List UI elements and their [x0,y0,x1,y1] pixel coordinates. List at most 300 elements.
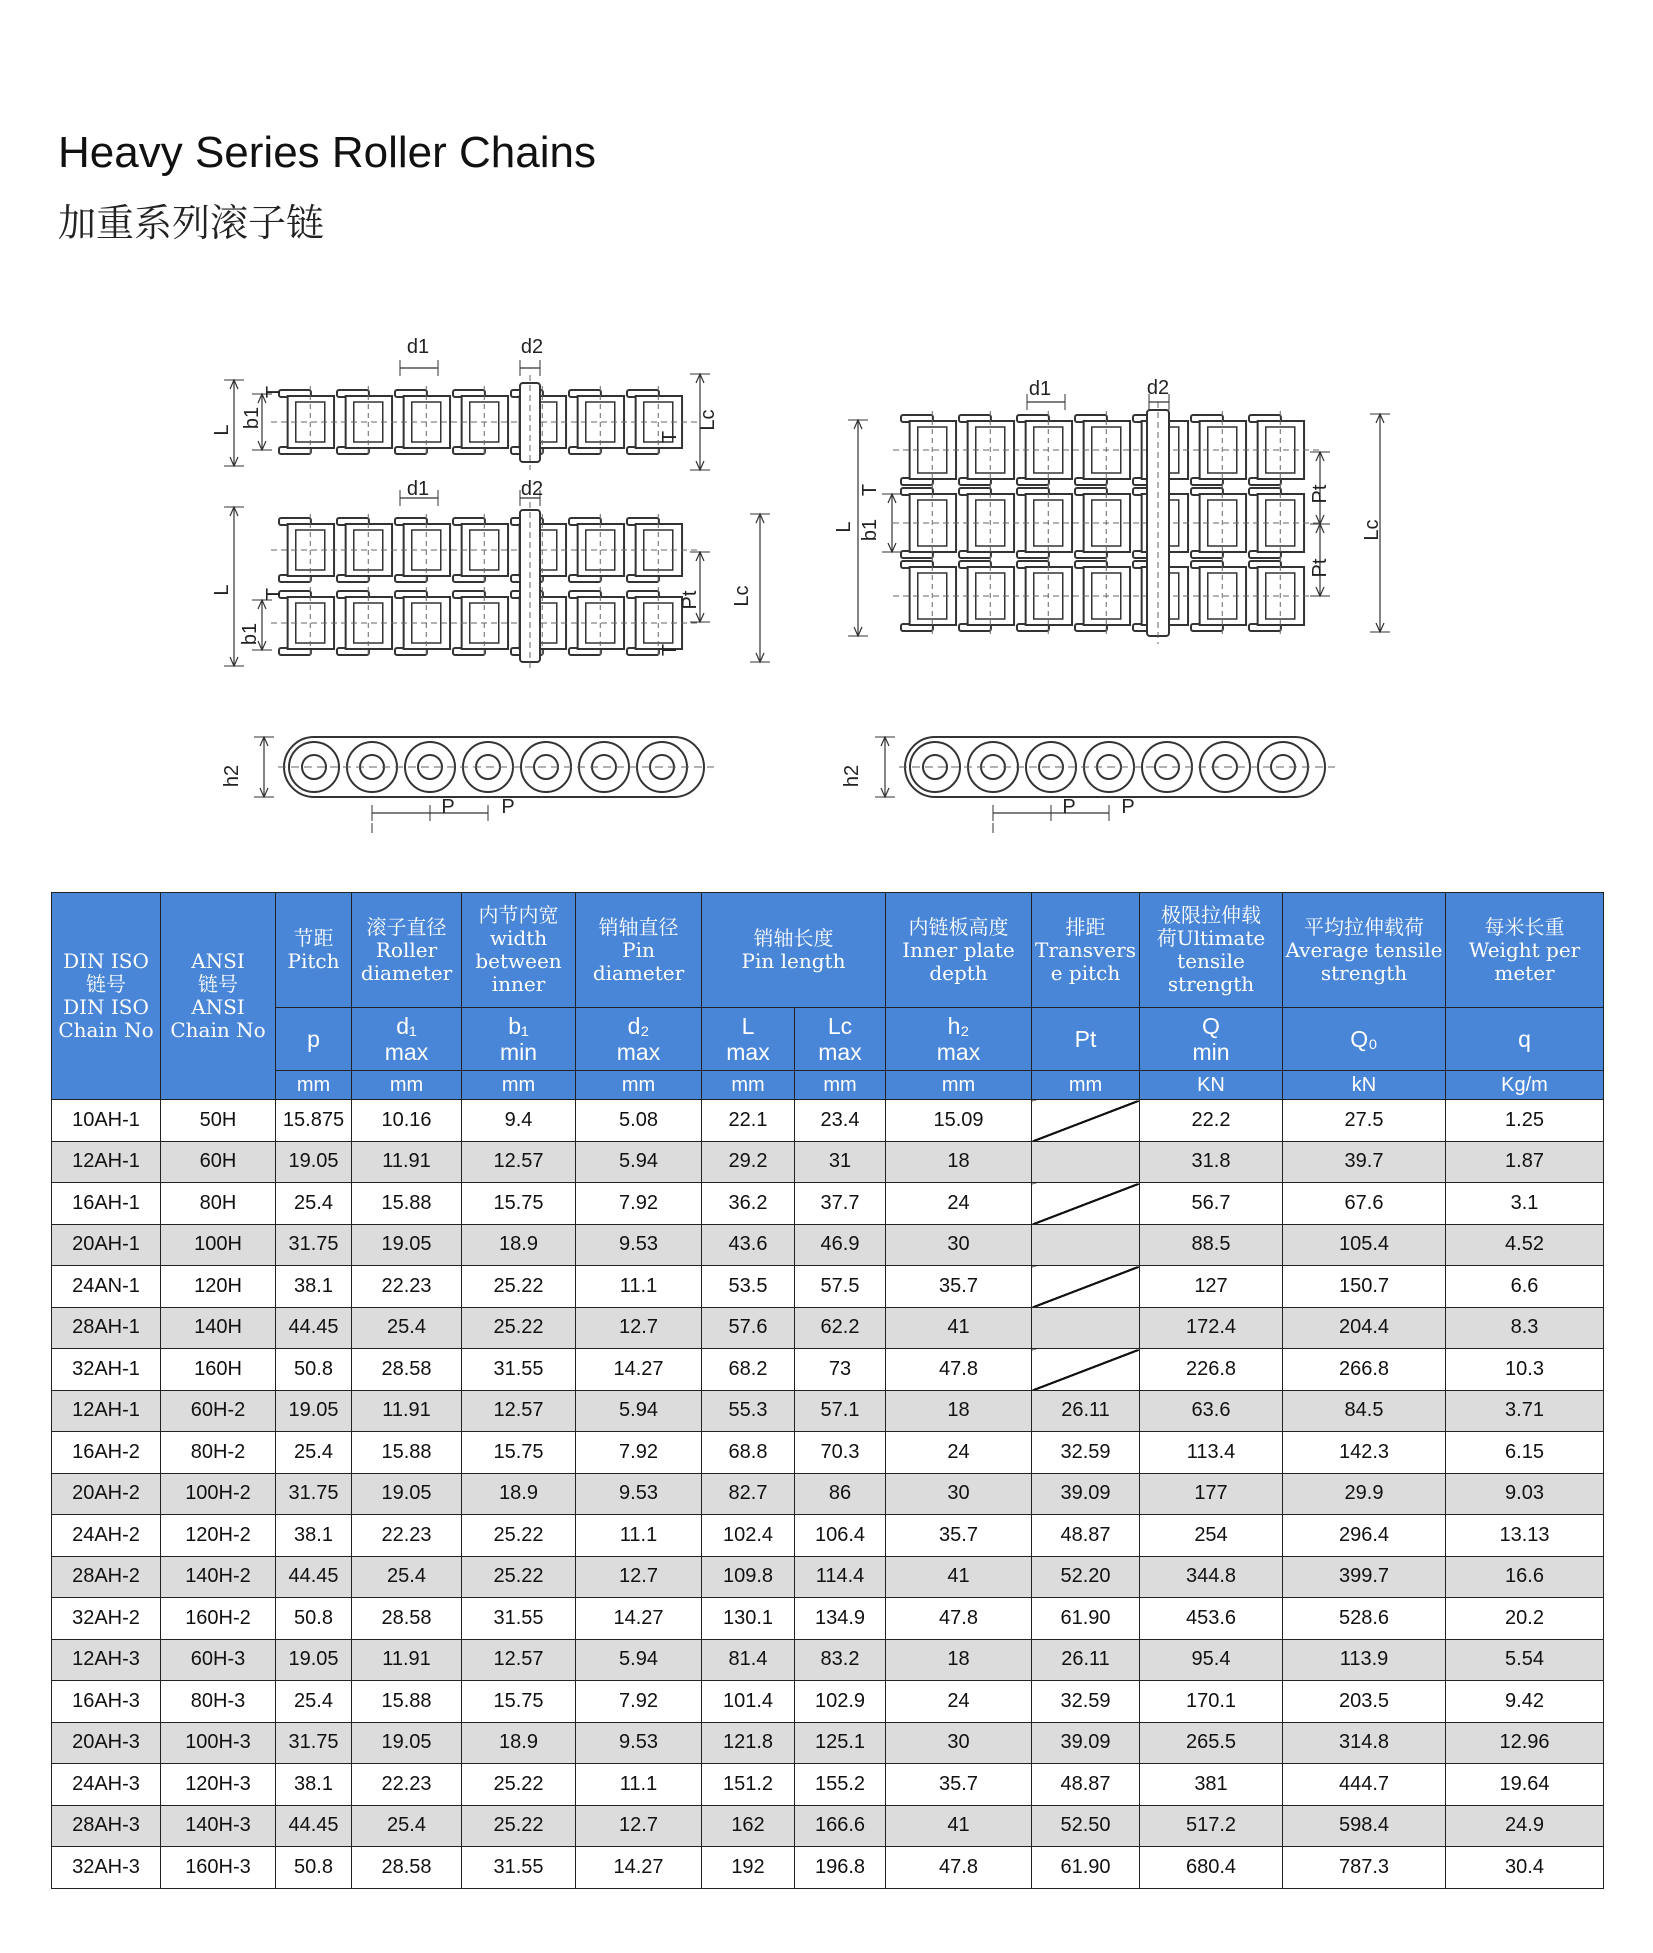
symbol-header-q [1140,1008,1283,1071]
table-cell: 46.9 [795,1224,886,1266]
table-cell: 25.22 [462,1805,576,1847]
col-header-width [462,893,576,1008]
table-cell: 88.5 [1140,1224,1283,1266]
table-cell: 47.8 [886,1847,1032,1889]
col-header-ult [1140,893,1283,1008]
table-cell: 140H-3 [161,1805,276,1847]
table-cell: 20AH-1 [52,1224,161,1266]
symbol-header-l-line: max [726,1039,770,1065]
table-cell: 3.71 [1446,1390,1604,1432]
table-cell: 80H-2 [161,1432,276,1474]
table-cell: 25.4 [352,1307,462,1349]
page-title: Heavy Series Roller Chains [58,128,596,177]
table-cell: 27.5 [1283,1100,1446,1142]
table-cell: 22.1 [702,1100,795,1142]
table-row [52,1639,1604,1681]
col-header-pin-len [702,893,886,1008]
table-row [52,1266,1604,1308]
table-cell: 20AH-3 [52,1722,161,1764]
side-view-drawing-left [254,737,714,833]
table-cell: 381 [1140,1764,1283,1806]
dim-label-d1: d1 [406,478,430,500]
dim-label-t: T [659,643,681,657]
simplex-chain-drawing [224,360,710,470]
col-header-roller-line: 滚子直径 [366,914,447,939]
table-cell: 5.08 [576,1100,702,1142]
symbol-header-q-line: min [1192,1039,1230,1065]
chain-spec-table [51,892,1604,1889]
table-cell: 160H [161,1349,276,1391]
col-header-pin-dia-line: Pin [622,937,655,962]
table-cell: 114.4 [795,1556,886,1598]
table-cell: 81.4 [702,1639,795,1681]
table-cell: 4.52 [1446,1224,1604,1266]
table-row [52,1432,1604,1474]
symbol-header-l [702,1008,795,1071]
table-cell: 19.05 [276,1390,352,1432]
table-cell: 106.4 [795,1515,886,1557]
table-cell: 19.05 [276,1639,352,1681]
col-header-pin-dia [576,893,702,1008]
table-cell: 31 [795,1141,886,1183]
table-cell: 24 [886,1183,1032,1225]
table-cell: 266.8 [1283,1349,1446,1391]
table-cell: 18.9 [462,1722,576,1764]
table-cell: 14.27 [576,1349,702,1391]
table-row [52,1183,1604,1225]
col-header-pin-dia-line: diameter [592,960,685,985]
symbol-header-q0 [1283,1008,1446,1071]
col-header-pitch-line: 节距 [293,926,334,950]
table-cell: 16.6 [1446,1556,1604,1598]
table-cell: 80H-3 [161,1681,276,1723]
table-cell: 254 [1140,1515,1283,1557]
table-cell: 53.5 [702,1266,795,1308]
table-row [52,1307,1604,1349]
table-cell: 134.9 [795,1598,886,1640]
table-cell: 11.1 [576,1515,702,1557]
table-header [52,893,1604,1100]
dim-label-d1: d1 [1028,378,1052,400]
table-cell: 20.2 [1446,1598,1604,1640]
table-cell: 162 [702,1805,795,1847]
col-header-pin-dia-line: 销轴直径 [598,914,679,939]
dim-label-lc: Lc [697,409,719,431]
table-cell: 15.88 [352,1432,462,1474]
dim-label-b1: b1 [859,518,881,542]
table-cell: 48.87 [1032,1764,1140,1806]
table-cell: 41 [886,1307,1032,1349]
col-header-ansi-line: ANSI [191,949,245,973]
table-cell: 25.4 [276,1183,352,1225]
table-cell: 25.4 [352,1805,462,1847]
table-cell: 25.4 [276,1432,352,1474]
table-cell: 11.1 [576,1266,702,1308]
table-cell: 30 [886,1224,1032,1266]
table-cell: 15.09 [886,1100,1032,1142]
table-cell: 39.09 [1032,1473,1140,1515]
col-header-ult-line: strength [1167,972,1255,996]
table-row [52,1515,1604,1557]
dim-label-l: L [211,424,233,436]
table-cell: 35.7 [886,1764,1032,1806]
table-cell: 31.55 [462,1598,576,1640]
table-cell: 50.8 [276,1349,352,1391]
table-cell: 11.91 [352,1639,462,1681]
unit-header: mm [886,1071,1032,1100]
symbol-header-h2-line: h₂ [947,1012,970,1039]
table-cell: 314.8 [1283,1722,1446,1764]
table-cell: 55.3 [702,1390,795,1432]
col-header-din-line: 链号 [86,972,126,996]
table-cell: 22.23 [352,1764,462,1806]
table-cell: 47.8 [886,1598,1032,1640]
table-cell: 25.4 [352,1556,462,1598]
table-cell: 32.59 [1032,1681,1140,1723]
table-cell: 12.57 [462,1390,576,1432]
table-cell: 12.7 [576,1307,702,1349]
col-header-roller-line: Roller [375,937,438,962]
table-cell: 127 [1140,1266,1283,1308]
table-cell: 105.4 [1283,1224,1446,1266]
col-header-weight-line: meter [1494,960,1555,985]
page-subtitle: 加重系列滚子链 [58,201,325,245]
col-header-pitch-line: Pitch [287,949,340,973]
table-cell: 151.2 [702,1764,795,1806]
table-cell: 15.875 [276,1100,352,1142]
table-cell: 61.90 [1032,1598,1140,1640]
table-cell: 166.6 [795,1805,886,1847]
table-cell: 50.8 [276,1598,352,1640]
table-cell: 29.9 [1283,1473,1446,1515]
col-header-avg [1283,893,1446,1008]
col-header-weight-line: Weight per [1468,937,1581,962]
table-cell: 12.96 [1446,1722,1604,1764]
table-row [52,1224,1604,1266]
unit-header: mm [462,1071,576,1100]
table-cell: 15.75 [462,1183,576,1225]
symbol-header-b1 [462,1008,576,1071]
table-cell: 140H [161,1307,276,1349]
col-header-avg-line: strength [1320,960,1408,985]
table-cell: 11.1 [576,1764,702,1806]
col-header-width-line: width [489,926,548,950]
col-header-plate-line: 内链板高度 [908,914,1009,939]
dim-label-h2: h2 [841,764,863,788]
table-cell: 56.7 [1140,1183,1283,1225]
col-header-width-line: inner [491,972,546,996]
table-cell: 50.8 [276,1847,352,1889]
table-cell: 50H [161,1100,276,1142]
table-cell: 28.58 [352,1847,462,1889]
table-cell: 11.91 [352,1141,462,1183]
col-header-din-line: DIN ISO [63,995,149,1019]
table-cell: 12.57 [462,1141,576,1183]
table-cell: 47.8 [886,1349,1032,1391]
table-cell: 16AH-1 [52,1183,161,1225]
table-cell [1032,1224,1140,1266]
table-cell: 52.20 [1032,1556,1140,1598]
table-body [52,1100,1604,1889]
table-row [52,1598,1604,1640]
col-header-ult-line: 极限拉伸载 [1161,903,1261,927]
dim-label-b1: b1 [241,406,263,430]
table-cell: 19.05 [352,1722,462,1764]
table-cell: 32.59 [1032,1432,1140,1474]
dim-label-t: T [859,483,881,497]
table-cell: 24AH-2 [52,1515,161,1557]
table-cell: 296.4 [1283,1515,1446,1557]
dim-label-p: P [1121,796,1135,818]
table-cell: 28.58 [352,1598,462,1640]
table-cell: 226.8 [1140,1349,1283,1391]
table-row [52,1805,1604,1847]
table-cell: 25.22 [462,1515,576,1557]
dim-label-b1: b1 [239,622,261,646]
symbol-header-b1-line: min [499,1039,538,1065]
table-cell: 3.1 [1446,1183,1604,1225]
table-row [52,1390,1604,1432]
table-cell: 12.7 [576,1805,702,1847]
table-cell: 73 [795,1349,886,1391]
table-cell: 62.2 [795,1307,886,1349]
table-row [52,1722,1604,1764]
table-cell: 204.4 [1283,1307,1446,1349]
table-cell: 28.58 [352,1349,462,1391]
table-row [52,1100,1604,1142]
table-cell: 9.53 [576,1473,702,1515]
table-cell: 36.2 [702,1183,795,1225]
table-cell: 125.1 [795,1722,886,1764]
unit-header: mm [276,1071,352,1100]
table-cell: 31.75 [276,1722,352,1764]
table-cell: 31.55 [462,1847,576,1889]
dim-label-t: T [263,587,285,601]
table-cell: 22.23 [352,1266,462,1308]
table-cell: 100H-3 [161,1722,276,1764]
table-row [52,1681,1604,1723]
table-cell: 15.88 [352,1183,462,1225]
table-cell: 26.11 [1032,1639,1140,1681]
table-cell: 82.7 [702,1473,795,1515]
dim-label-d2: d2 [520,336,544,358]
col-header-ansi-line: Chain No [170,1018,266,1042]
table-cell: 528.6 [1283,1598,1446,1640]
table-cell: 70.3 [795,1432,886,1474]
table-cell: 18 [886,1639,1032,1681]
table-cell: 160H-2 [161,1598,276,1640]
table-cell: 517.2 [1140,1805,1283,1847]
table-cell: 7.92 [576,1681,702,1723]
symbol-header-pt-line: Pt [1074,1025,1097,1052]
table-cell: 6.15 [1446,1432,1604,1474]
table-cell: 177 [1140,1473,1283,1515]
table-cell: 8.3 [1446,1307,1604,1349]
table-cell: 121.8 [702,1722,795,1764]
table-cell: 32AH-2 [52,1598,161,1640]
table-cell: 9.42 [1446,1681,1604,1723]
table-cell: 32AH-3 [52,1847,161,1889]
col-header-din [52,893,161,1100]
table-cell: 203.5 [1283,1681,1446,1723]
table-cell: 7.92 [576,1183,702,1225]
table-cell: 19.05 [276,1141,352,1183]
table-cell: 52.50 [1032,1805,1140,1847]
table-cell: 19.64 [1446,1764,1604,1806]
table-cell: 5.94 [576,1639,702,1681]
dim-label-pt: Pt [1309,484,1331,504]
table-cell: 12AH-3 [52,1639,161,1681]
symbol-header-b1-line: b₁ [508,1012,529,1039]
col-header-din-line: DIN ISO [63,949,149,973]
symbol-header-d1 [352,1008,462,1071]
table-cell: 160H-3 [161,1847,276,1889]
table-cell: 38.1 [276,1764,352,1806]
table-cell: 44.45 [276,1556,352,1598]
dim-label-d1: d1 [406,336,430,358]
table-cell: 680.4 [1140,1847,1283,1889]
symbol-header-d2 [576,1008,702,1071]
table-cell: 83.2 [795,1639,886,1681]
table-cell: 25.22 [462,1266,576,1308]
dim-label-l: L [211,584,233,596]
table-cell: 12.57 [462,1639,576,1681]
dim-label-p: P [441,796,455,818]
symbol-header-h2-line: max [936,1039,981,1065]
table-cell: 120H-3 [161,1764,276,1806]
unit-header: mm [1032,1071,1140,1100]
col-header-ansi-line: ANSI [191,995,245,1019]
col-header-pin-len-line: Pin length [741,949,846,973]
table-row [52,1473,1604,1515]
symbol-header-d2-line: d₂ [627,1012,650,1039]
duplex-chain-drawing [224,490,770,670]
col-header-plate [886,893,1032,1008]
table-cell: 16AH-3 [52,1681,161,1723]
table-cell: 31.75 [276,1473,352,1515]
table-cell: 84.5 [1283,1390,1446,1432]
table-cell: 24 [886,1681,1032,1723]
table-cell: 101.4 [702,1681,795,1723]
table-cell: 25.22 [462,1764,576,1806]
col-header-width-line: between [475,949,562,973]
col-header-ansi [161,893,276,1100]
table-cell: 39.09 [1032,1722,1140,1764]
col-header-pitch [276,893,352,1008]
table-cell: 5.94 [576,1390,702,1432]
col-header-trans-line: 排距 [1065,914,1106,939]
col-header-avg-line: Average tensile [1285,937,1443,962]
col-header-trans [1032,893,1140,1008]
table-cell: 22.2 [1140,1100,1283,1142]
col-header-plate-line: Inner plate [902,937,1015,962]
table-cell: 68.2 [702,1349,795,1391]
table-cell: 22.23 [352,1515,462,1557]
table-row [52,1349,1604,1391]
table-cell: 10.16 [352,1100,462,1142]
table-cell [1032,1100,1140,1142]
symbol-header-lc-line: max [818,1039,862,1065]
table-cell [1032,1349,1140,1391]
table-cell: 37.7 [795,1183,886,1225]
table-row [52,1764,1604,1806]
col-header-trans-line: e pitch [1050,960,1121,985]
table-cell: 60H-2 [161,1390,276,1432]
col-header-trans-line: Transvers [1035,937,1136,962]
table-cell: 67.6 [1283,1183,1446,1225]
table-cell: 15.88 [352,1681,462,1723]
col-header-plate-line: depth [929,960,988,985]
table-cell: 95.4 [1140,1639,1283,1681]
table-cell: 12AH-1 [52,1141,161,1183]
table-cell [1032,1141,1140,1183]
table-cell: 15.75 [462,1681,576,1723]
table-cell: 109.8 [702,1556,795,1598]
table-cell: 44.45 [276,1307,352,1349]
table-cell: 598.4 [1283,1805,1446,1847]
symbol-header-lc-line: Lc [827,1012,853,1039]
table-cell: 1.87 [1446,1141,1604,1183]
table-cell: 24AH-3 [52,1764,161,1806]
table-cell: 113.9 [1283,1639,1446,1681]
table-cell: 41 [886,1556,1032,1598]
table-cell: 68.8 [702,1432,795,1474]
table-cell: 14.27 [576,1598,702,1640]
unit-header: kN [1283,1071,1446,1100]
col-header-avg-line: 平均拉伸载荷 [1304,914,1424,939]
table-cell: 29.2 [702,1141,795,1183]
col-header-ult-line: 荷Ultimate [1156,926,1266,950]
side-view-drawing-right [875,737,1335,833]
table-cell: 44.45 [276,1805,352,1847]
table-cell: 399.7 [1283,1556,1446,1598]
table-cell: 1.25 [1446,1100,1604,1142]
dim-label-t: T [263,385,285,399]
table-cell: 120H [161,1266,276,1308]
symbol-header-q0-line: Q₀ [1350,1025,1378,1052]
table-cell: 24AN-1 [52,1266,161,1308]
table-cell: 25.4 [276,1681,352,1723]
dim-label-pt: Pt [679,590,701,610]
col-header-roller-line: diameter [360,960,453,985]
table-cell: 10AH-1 [52,1100,161,1142]
table-cell: 39.7 [1283,1141,1446,1183]
table-cell: 12.7 [576,1556,702,1598]
col-header-din-line: Chain No [58,1018,154,1042]
table-cell: 170.1 [1140,1681,1283,1723]
col-header-weight-line: 每米长重 [1484,914,1565,939]
table-cell: 31.8 [1140,1141,1283,1183]
table-cell: 140H-2 [161,1556,276,1598]
table-cell: 265.5 [1140,1722,1283,1764]
table-cell: 172.4 [1140,1307,1283,1349]
table-cell: 30 [886,1722,1032,1764]
table-cell: 344.8 [1140,1556,1283,1598]
col-header-pin-len-line: 销轴长度 [753,926,834,950]
symbol-header-l-line: L [741,1012,755,1039]
table-cell: 13.13 [1446,1515,1604,1557]
unit-header: mm [576,1071,702,1100]
unit-header: Kg/m [1446,1071,1604,1100]
dim-label-lc: Lc [731,585,753,607]
table-cell: 15.75 [462,1432,576,1474]
table-cell: 11.91 [352,1390,462,1432]
table-cell [1032,1183,1140,1225]
table-cell: 18 [886,1390,1032,1432]
symbol-header-p-line: p [307,1025,320,1052]
table-cell: 100H-2 [161,1473,276,1515]
symbol-header-d2-line: max [616,1039,661,1065]
